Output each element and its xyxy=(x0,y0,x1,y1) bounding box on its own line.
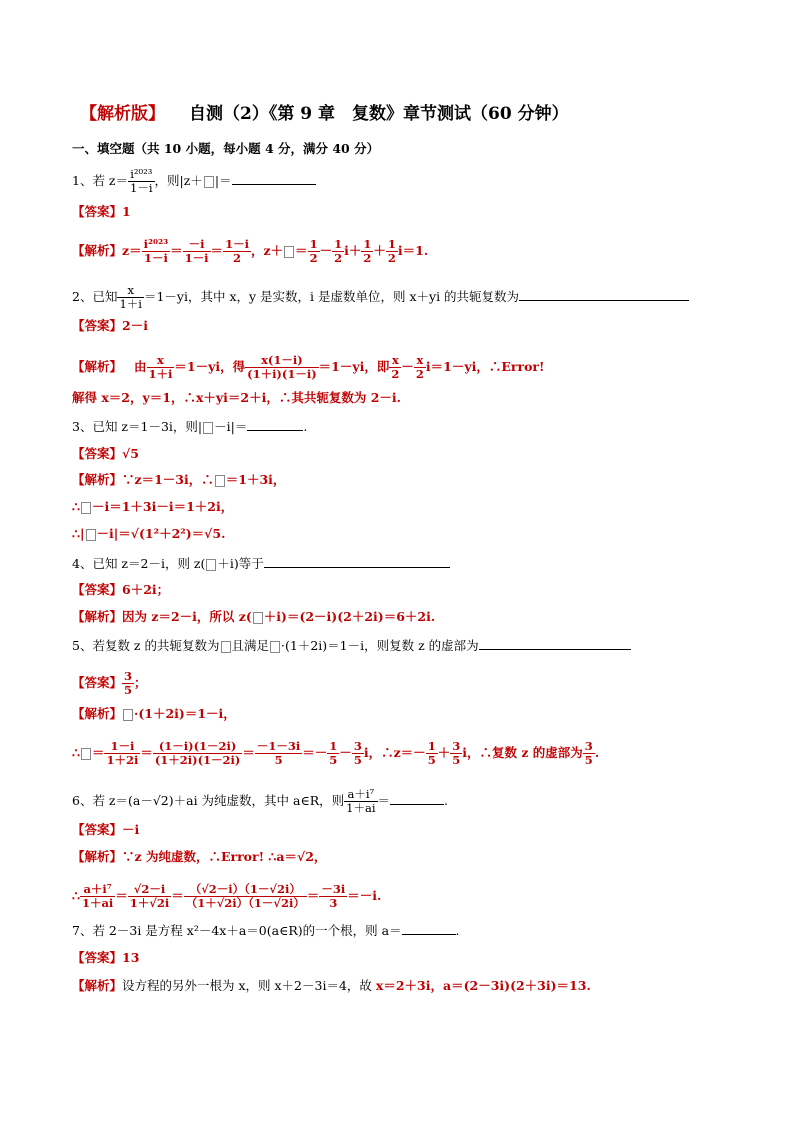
q5-f1-num: 1－i xyxy=(104,740,140,754)
answer-label: 【答案】 xyxy=(72,675,123,690)
q3-an2a: ∴ xyxy=(72,499,80,514)
q7-stem: 7、若 2－3i 是方程 x²－4x＋a＝0(a∈R)的一个根，则 a＝ xyxy=(72,923,402,938)
analysis-label: 【解析】 xyxy=(72,243,123,258)
q6-f4-den: 3 xyxy=(329,896,338,910)
half-num: 1 xyxy=(334,237,343,251)
q7-answer-value: 13 xyxy=(122,950,140,965)
q4-blank xyxy=(264,555,450,568)
q6-answer-value: －i xyxy=(122,822,140,837)
q5-f8-num: 3 xyxy=(584,739,593,753)
q2-an-frac1-num: x xyxy=(147,354,175,368)
q4-stem-b: ＋i)等于 xyxy=(217,556,264,571)
q5-ans-tail: ； xyxy=(134,675,147,690)
q6-f3 xyxy=(184,883,307,910)
q6-stem-b: ＝ xyxy=(377,793,391,808)
q5-ans-num: 3 xyxy=(124,669,133,683)
q5-answer-frac xyxy=(122,670,134,697)
q3-answer xyxy=(72,446,139,462)
analysis-label: 【解析】 xyxy=(72,978,123,993)
q6-f2 xyxy=(128,883,171,910)
q1-frac xyxy=(128,168,155,195)
q6-f1-num: a＋i⁷ xyxy=(80,883,115,897)
half-den: 2 xyxy=(363,251,372,265)
q5-f6-num: 1 xyxy=(427,739,436,753)
q2-an-frac1-den: 1＋i xyxy=(148,367,173,381)
q1-an-half-c xyxy=(361,238,373,265)
q5-f2-den: (1＋2i)(1－2i) xyxy=(154,753,241,767)
analysis-label: 【解析】 xyxy=(72,609,123,624)
analysis-label: 【解析】 xyxy=(72,472,123,487)
q2-blank xyxy=(519,288,689,301)
q7-answer xyxy=(72,950,139,966)
q5-eq: ＝ xyxy=(140,745,153,760)
version-tag: 【解析版】 xyxy=(80,104,165,124)
q2-frac xyxy=(117,284,144,311)
q1-an-c: ＝ xyxy=(295,243,308,258)
conj-symbol-icon xyxy=(81,748,91,760)
q2-frac-den: 1＋i xyxy=(119,297,142,311)
q1-an-frac1 xyxy=(142,238,171,265)
q5-f7-num: 3 xyxy=(452,739,461,753)
q3-stem-b: －i|＝ xyxy=(214,419,248,434)
q3-analysis-3 xyxy=(72,526,225,542)
q3-answer-value: √5 xyxy=(122,446,139,461)
q5-f1 xyxy=(104,740,140,767)
q2-an-c: ＝1－yi，即 xyxy=(318,359,390,374)
q1-an-frac1-den: 1－i xyxy=(143,251,168,265)
q2-answer-value: 2－i xyxy=(122,318,148,333)
q2-an-frac4 xyxy=(414,354,426,381)
q1-an-frac2-num: －i xyxy=(183,238,211,252)
q6-eq: ＝ xyxy=(115,888,128,903)
conj-symbol-icon xyxy=(123,709,133,721)
q5-m: － xyxy=(339,745,352,760)
q6-f1-den: 1＋ai xyxy=(81,896,114,910)
half-num: 1 xyxy=(363,237,372,251)
q3-an2b: －i＝1＋3i－i＝1＋2i， xyxy=(91,499,234,514)
q7-stem-c: . xyxy=(455,923,460,938)
q7-analysis xyxy=(72,978,591,994)
q5-analysis xyxy=(72,706,236,722)
q5-stem-b: 且满足 xyxy=(231,638,270,653)
q5-f3 xyxy=(255,740,302,767)
q4-an-a: 因为 z＝2－i，所以 z( xyxy=(122,609,252,624)
q3-blank xyxy=(247,418,303,431)
question-7 xyxy=(72,922,460,939)
q5-tail: i，∴复数 z 的虚部为 xyxy=(462,745,583,760)
q2-an-d: － xyxy=(401,359,414,374)
q7-an-b: x＝2＋3i，a＝(2－3i)(2＋3i)＝13. xyxy=(375,978,591,993)
half-num: 1 xyxy=(309,237,318,251)
q5-an1b: ·(1＋2i)＝1－i， xyxy=(134,706,236,721)
q1-an-half-a xyxy=(308,238,320,265)
q2-an-frac3-den: 2 xyxy=(391,367,400,381)
q1-an-eq1: ＝ xyxy=(170,243,183,258)
document-title xyxy=(80,106,569,122)
q5-f1-den: 1＋2i xyxy=(106,753,139,767)
title-text: 自测（2）《第 9 章 复数》章节测试（60 分钟） xyxy=(189,104,569,124)
q6-eq: ＝ xyxy=(306,888,320,903)
answer-label: 【答案】 xyxy=(72,204,123,219)
q1-answer-value: 1 xyxy=(122,204,131,219)
q3-analysis xyxy=(72,472,285,488)
q5-answer xyxy=(72,670,147,697)
q1-stem-c: |＝ xyxy=(214,173,232,188)
q5-f5-den: 5 xyxy=(353,753,362,767)
q5-f6-den: 5 xyxy=(427,753,436,767)
q5-stem-c: ·(1＋2i)＝1－i，则复数 z 的虚部为 xyxy=(281,638,479,653)
q3-analysis-2 xyxy=(72,499,233,515)
answer-label: 【答案】 xyxy=(72,950,123,965)
q2-an-e: i＝1－yi，∴Error! xyxy=(425,359,545,374)
q1-an-eq2: ＝ xyxy=(210,243,224,258)
q1-an-i-plus: i＋ xyxy=(344,243,362,258)
q5-f4-num: 1 xyxy=(329,739,338,753)
q5-p: ＋ xyxy=(437,745,451,760)
q6-an1: ∵z 为纯虚数，∴Error! ∴a＝√2， xyxy=(122,849,327,864)
q5-an2a: ∴ xyxy=(72,745,80,760)
q5-f2 xyxy=(153,740,243,767)
answer-label: 【答案】 xyxy=(72,582,123,597)
q3-an3a: ∴| xyxy=(72,526,85,541)
q3-stem: 3、已知 z＝1－3i，则| xyxy=(72,419,203,434)
q2-an-frac4-den: 2 xyxy=(415,367,424,381)
q5-f4 xyxy=(327,740,339,767)
analysis-label: 【解析】 xyxy=(72,849,123,864)
q2-an-frac3-num: x xyxy=(389,354,401,368)
q3-an1b: ＝1＋3i， xyxy=(225,472,286,487)
q6-blank xyxy=(390,792,444,805)
answer-label: 【答案】 xyxy=(72,318,123,333)
q1-an-frac3 xyxy=(223,238,251,265)
q1-an-frac3-den: 2 xyxy=(232,251,241,265)
q1-an-frac3-num: 1－i xyxy=(225,237,249,251)
analysis-label: 【解析】 xyxy=(72,359,123,374)
answer-label: 【答案】 xyxy=(72,446,123,461)
q5-f8-den: 5 xyxy=(584,753,593,767)
half-den: 2 xyxy=(309,251,318,265)
q4-analysis xyxy=(72,609,435,625)
q6-analysis xyxy=(72,849,326,865)
q6-analysis-2 xyxy=(72,883,381,910)
q1-an-half-d xyxy=(386,238,398,265)
conj-symbol-icon xyxy=(215,475,225,487)
q5-mid: i，∴z＝－ xyxy=(363,745,426,760)
q2-stem-b: ＝1－yi，其中 x，y 是实数，i 是虚数单位，则 x＋yi 的共轭复数为 xyxy=(143,289,520,304)
question-3 xyxy=(72,418,307,435)
q1-an-frac1-num: i²⁰²³ xyxy=(143,237,169,251)
q5-f5 xyxy=(352,740,364,767)
q5-stem: 5、若复数 z 的共轭复数为 xyxy=(72,638,220,653)
q4-stem: 4、已知 z＝2－i，则 z( xyxy=(72,556,206,571)
question-1 xyxy=(72,168,316,195)
q1-an-plus: ＋ xyxy=(373,243,386,258)
q6-f4-num: －3i xyxy=(321,882,346,896)
q1-stem: 1、若 z＝ xyxy=(72,173,129,188)
section-heading: 一、填空题（共 10 小题，每小题 4 分，满分 40 分） xyxy=(72,141,380,156)
q5-blank xyxy=(479,637,631,650)
q7-an-a: 设方程的另外一根为 x，则 x＋2－3i＝4，故 xyxy=(122,978,376,993)
q5-eq2: ＝－ xyxy=(302,745,328,760)
q1-blank xyxy=(232,172,316,185)
conj-symbol-icon xyxy=(86,529,96,541)
conj-symbol-icon xyxy=(204,176,214,188)
question-2 xyxy=(72,284,689,311)
q5-eq: ＝ xyxy=(242,745,255,760)
q6-frac-num: a＋i⁷ xyxy=(344,788,377,802)
q6-f2-num: √2－i xyxy=(128,883,171,897)
q5-f4-den: 5 xyxy=(329,753,338,767)
q2-an-frac2-den: (1＋i)(1－i) xyxy=(247,367,317,381)
q6-frac-den: 1＋ai xyxy=(346,801,376,815)
q5-an2b: ＝ xyxy=(91,745,105,760)
q1-frac-num: i²⁰²³ xyxy=(128,168,155,182)
q6-f4 xyxy=(319,883,347,910)
q6-f2-den: 1＋√2i xyxy=(129,896,170,910)
q6-f1 xyxy=(80,883,115,910)
q2-frac-num: x xyxy=(117,284,144,298)
q2-stem: 2、已知 xyxy=(72,289,118,304)
question-6 xyxy=(72,788,448,815)
conj-symbol-icon xyxy=(221,641,231,653)
q1-an-end: i＝1. xyxy=(397,243,429,258)
answer-label: 【答案】 xyxy=(72,822,123,837)
q5-f3-num: －1－3i xyxy=(256,739,301,753)
q2-an-b: ＝1－yi，得 xyxy=(174,359,246,374)
q1-an-b: ，z＋ xyxy=(250,243,284,258)
q5-f5-num: 3 xyxy=(353,739,362,753)
question-5 xyxy=(72,637,631,654)
q7-blank xyxy=(402,922,456,935)
question-4 xyxy=(72,555,450,572)
q6-an2a: ∴ xyxy=(72,888,80,903)
q5-f3-den: 5 xyxy=(274,753,283,767)
q5-f6 xyxy=(426,740,438,767)
q4-answer xyxy=(72,582,169,598)
q6-stem-c: . xyxy=(444,793,449,808)
q2-answer xyxy=(72,318,148,334)
q1-an-text: z＝ xyxy=(122,243,142,258)
q1-analysis xyxy=(72,238,428,265)
conj-symbol-icon xyxy=(206,559,216,571)
q4-an-b: ＋i)＝(2－i)(2＋2i)＝6＋2i. xyxy=(263,609,436,624)
q2-an-frac4-num: x xyxy=(414,354,426,368)
q2-analysis xyxy=(72,354,544,381)
analysis-label: 【解析】 xyxy=(72,706,123,721)
q6-eq: ＝ xyxy=(171,888,184,903)
q5-f7 xyxy=(450,740,462,767)
q6-answer xyxy=(72,822,139,838)
q6-end: ＝－i. xyxy=(347,888,382,903)
q6-stem: 6、若 z＝(a－√2)＋ai 为纯虚数，其中 a∈R，则 xyxy=(72,793,345,808)
conj-symbol-icon xyxy=(253,612,263,624)
conj-symbol-icon xyxy=(284,246,294,258)
q5-f7-den: 5 xyxy=(452,753,461,767)
q3-stem-c: . xyxy=(303,419,308,434)
q3-an3b: －i|＝√(1²＋2²)＝√5. xyxy=(96,526,226,541)
q2-an-a: 由 xyxy=(134,359,147,374)
q1-an-half-b xyxy=(332,238,344,265)
q1-frac-den: 1－i xyxy=(130,181,153,195)
half-den: 2 xyxy=(334,251,343,265)
conj-symbol-icon xyxy=(270,641,280,653)
q2-an-frac1 xyxy=(147,354,175,381)
q5-f2-num: (1－i)(1－2i) xyxy=(153,740,243,754)
q2-an-frac2 xyxy=(245,354,319,381)
q6-f3-den: （1＋√2i）（1－√2i） xyxy=(185,896,305,910)
half-den: 2 xyxy=(387,251,396,265)
q5-ans-den: 5 xyxy=(124,683,133,697)
conj-symbol-icon xyxy=(81,502,91,514)
q3-an1a: ∵z＝1－3i，∴ xyxy=(122,472,214,487)
q1-an-minus: － xyxy=(319,243,333,258)
q5-f8 xyxy=(583,740,595,767)
q6-frac xyxy=(344,788,377,815)
q5-analysis-2 xyxy=(72,740,599,767)
half-num: 1 xyxy=(387,237,396,251)
q4-answer-value: 6＋2i； xyxy=(122,582,170,597)
q6-f3-num: （√2－i）（1－√2i） xyxy=(184,883,307,897)
q1-answer xyxy=(72,204,131,220)
q2-analysis-line2: 解得 x＝2，y＝1，∴x＋yi＝2＋i，∴其共轭复数为 2－i. xyxy=(72,390,402,405)
conj-symbol-icon xyxy=(203,422,213,434)
q1-an-frac2-den: 1－i xyxy=(184,251,209,265)
q2-an-frac3 xyxy=(389,354,401,381)
q5-dot: . xyxy=(594,745,600,760)
q2-an-frac2-num: x(1－i) xyxy=(245,354,319,368)
q1-stem-b: ，则|z＋ xyxy=(154,173,203,188)
q1-an-frac2 xyxy=(183,238,211,265)
